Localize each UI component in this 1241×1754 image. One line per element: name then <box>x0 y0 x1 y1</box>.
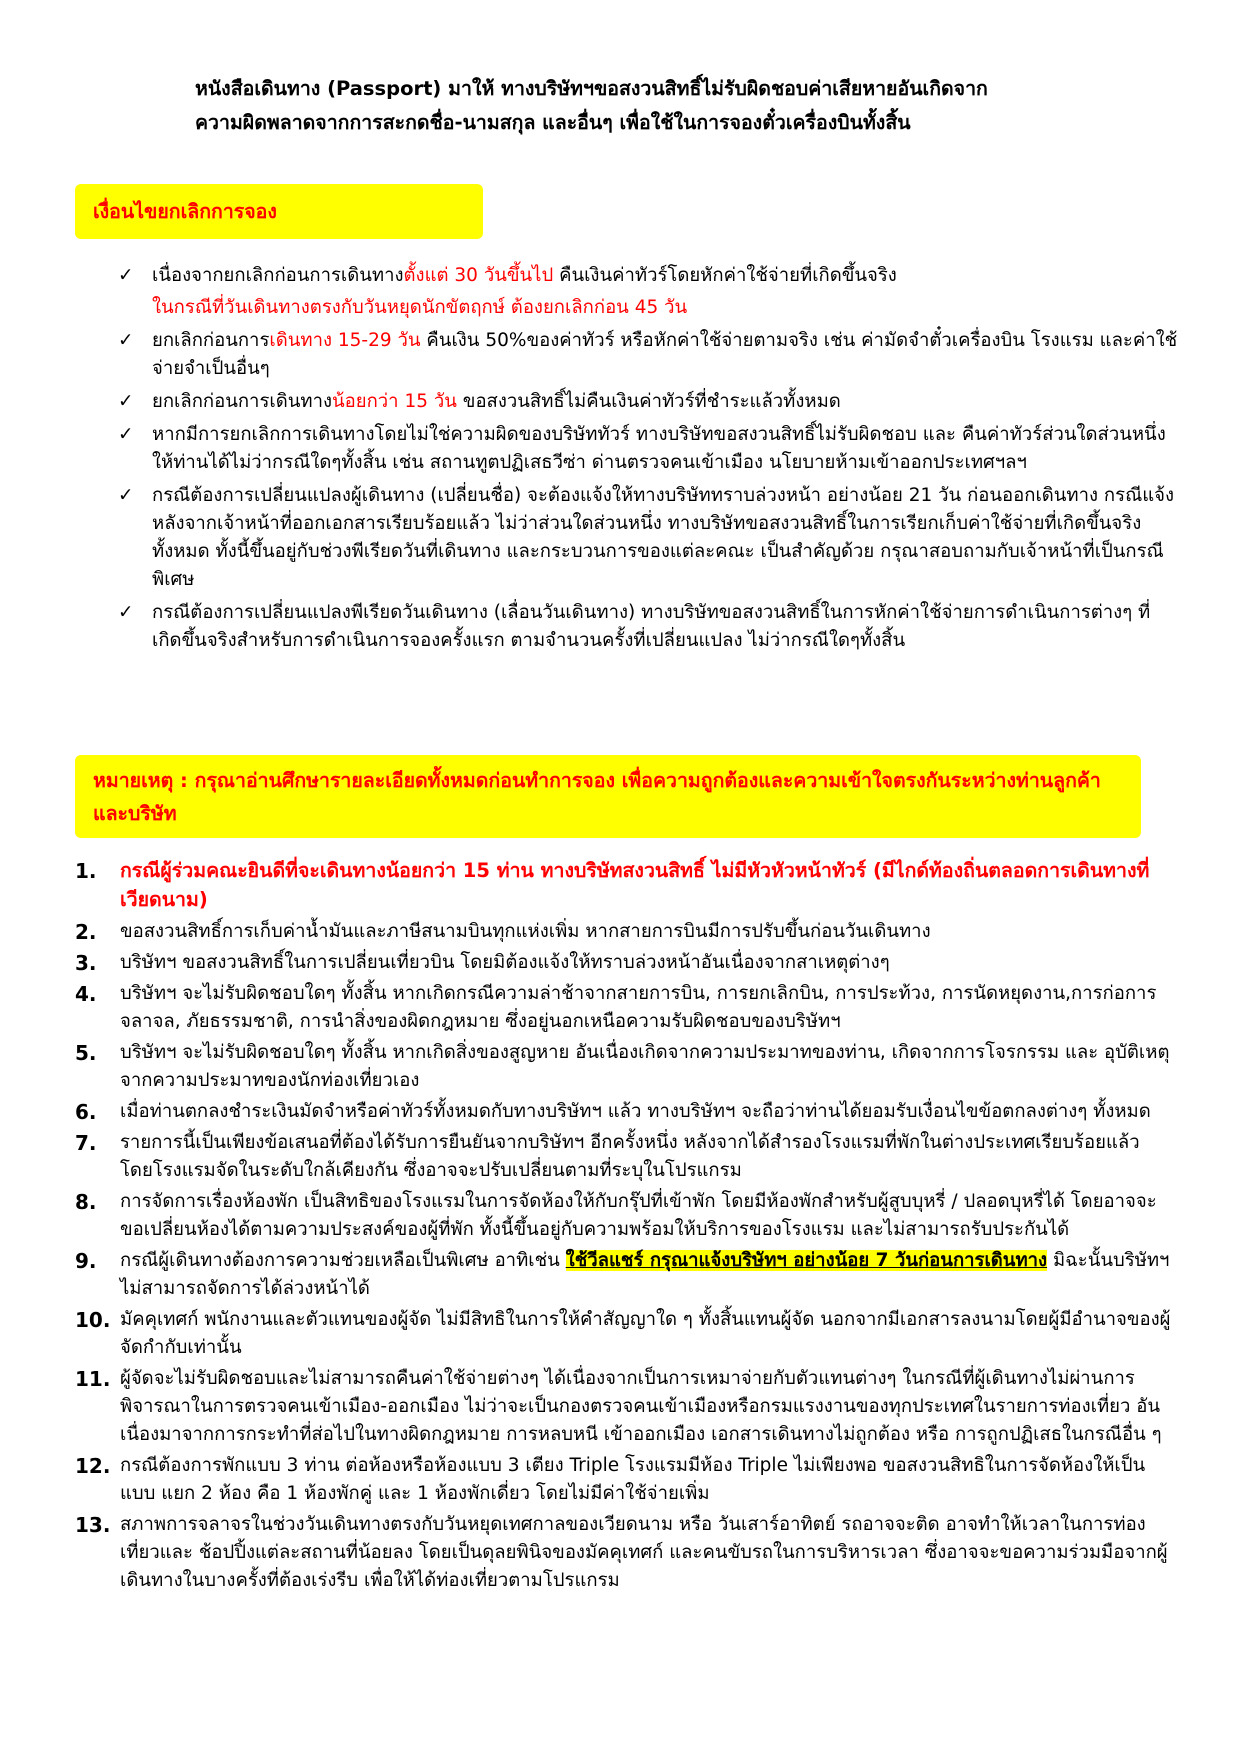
note-text-main: ผู้จัดจะไม่รับผิดชอบและไม่สามารถคืนค่าใช้จ่ายต่างๆ ได้เนื่องจากเป็นการเหมาจ่ายกับตัวแทนต่างๆ ในกรณีที่ผู้เดินทางไม่ผ่านการพิจารณาในการตรวจคนเข้าเมือง-ออกเมือง ไม่ว่าจะเป็นกองตรวจคนเข้าเมืองหรือกรมแรงงานของทุกประเทศในรายการท่องเที่ยว อันเนื่องมาจากการกระทำที่ส่อไปในทางผิดกฎหมาย การหลบหนี เข้าออกเมือง เอกสารเดินทางไม่ถูกต้อง หรือ การถูกปฏิเสธในกรณีอื่น ๆ <box>120 1368 1162 1445</box>
note-text <box>120 1042 1169 1091</box>
note-text-main: การจัดการเรื่องห้องพัก เป็นสิทธิของโรงแรมในการจัดห้องให้กับกรุ๊ปที่เข้าพัก โดยมีห้องพักสำหรับผู้สูบบุหรี่ / ปลอดบุหรี่ได้ โดยอาจจะขอเปลี่ยนห้องได้ตามความประสงค์ของผู้ที่พัก ทั้งนี้ขึ้นอยู่กับความพร้อมให้บริการของโรงแรม และไม่สามารถรับประกันได้ <box>120 1191 1157 1240</box>
note-number: 10. <box>75 1308 111 1332</box>
note-number: 9. <box>75 1249 97 1273</box>
note-number: 8. <box>75 1190 97 1214</box>
note-item <box>75 1306 1175 1362</box>
checkmark-icon: ✓ <box>118 602 134 623</box>
condition-text: ยกเลิกก่อนการ <box>152 330 270 351</box>
intro-line-1: หนังสือเดินทาง (Passport) มาให้ ทางบริษัทฯขอสงวนสิทธิ์ไม่รับผิดชอบค่าเสียหายอันเกิดจาก <box>195 77 988 100</box>
cancel-condition-item <box>118 482 1178 594</box>
cancel-conditions-list <box>118 262 1178 660</box>
note-text-main: สภาพการจลาจรในช่วงวันเดินทางตรงกับวันหยุดเทศกาลของเวียดนาม หรือ วันเสาร์อาทิตย์ รถอาจจะติด อาจทำให้เวลาในการท่องเที่ยวและ ช้อปปิ้งแต่ละสถานที่น้อยลง โดยเป็นดุลยพินิจของมัคคุเทศก์ และคนขับรถในการบริหารเวลา ซึ่งอาจจะขอความร่วมมือจากผู้เดินทางในบางครั้งที่ต้องเร่งรีบ เพื่อให้ได้ท่องเที่ยวตามโปรแกรม <box>120 1514 1168 1591</box>
condition-highlight: น้อยกว่า 15 วัน <box>332 391 457 412</box>
note-text <box>120 1309 1171 1358</box>
note-item <box>75 1511 1175 1595</box>
note-text <box>120 1191 1157 1240</box>
note-item <box>75 1188 1175 1244</box>
note-item <box>75 1365 1175 1449</box>
note-number: 5. <box>75 1041 97 1065</box>
note-number: 2. <box>75 920 97 944</box>
condition-text-rest: ขอสงวนสิทธิ์ไม่คืนเงินค่าทัวร์ที่ชำระแล้วทั้งหมด <box>456 391 841 412</box>
condition-highlight: ตั้งแต่ 30 วันขึ้นไป <box>403 265 554 286</box>
note-text-main: เมื่อท่านตกลงชำระเงินมัดจำหรือค่าทัวร์ทั้งหมดกับทางบริษัทฯ แล้ว ทางบริษัทฯ จะถือว่าท่านได้ยอมรับเงื่อนไขข้อตกลงต่างๆ ทั้งหมด <box>120 1101 1151 1122</box>
note-number: 13. <box>75 1513 111 1537</box>
note-text-main: บริษัทฯ จะไม่รับผิดชอบใดๆ ทั้งสิ้น หากเกิดกรณีความล่าช้าจากสายการบิน, การยกเลิกบิน, การประท้วง, การนัดหยุดงาน,การก่อการจลาจล, ภัยธรรมชาติ, การนำสิ่งของผิดกฎหมาย ซึ่งอยู่นอกเหนือความรับผิดชอบของบริษัทฯ <box>120 983 1157 1032</box>
note-item <box>75 918 1175 946</box>
note-text-main: รายการนี้เป็นเพียงข้อเสนอที่ต้องได้รับการยืนยันจากบริษัทฯ อีกครั้งหนึ่ง หลังจากได้สำรองโรงแรมที่พักในต่างประเทศเรียบร้อยแล้ว โดยโรงแรมจัดในระดับใกล้เคียงกัน ซึ่งอาจจะปรับเปลี่ยนตามที่ระบุในโปรแกรม <box>120 1132 1140 1181</box>
condition-text: กรณีต้องการเปลี่ยนแปลงผู้เดินทาง (เปลี่ยนชื่อ) จะต้องแจ้งให้ทางบริษัททราบล่วงหน้า อย่างน้อย 21 วัน ก่อนออกเดินทาง กรณีแจ้งหลังจากเจ้าหน้าที่ออกเอกสารเรียบร้อยแล้ว ไม่ว่าส่วนใดส่วนหนึ่ง ทางบริษัทขอสงวนสิทธิ์ในการเรียกเก็บค่าใช้จ่ายที่เกิดขึ้นจริงทั้งหมด ทั้งนี้ขึ้นอยู่กับช่วงพีเรียดวันที่เดินทาง และกระบวนการของแต่ละคณะ เป็นสำคัญด้วย กรุณาสอบถามกับเจ้าหน้าที่เป็นกรณีพิเศษ <box>152 485 1175 590</box>
note-number: 1. <box>75 859 97 883</box>
condition-text-rest: คืนเงิน 50%ของค่าทัวร์ หรือหักค่าใช้จ่ายตามจริง เช่น ค่ามัดจำตั๋วเครื่องบิน โรงแรม และค่าใช้จ่ายจำเป็นอื่นๆ <box>152 330 1178 379</box>
note-text-main: กรณีผู้ร่วมคณะยินดีที่จะเดินทางน้อยกว่า 15 ท่าน ทางบริษัทสงวนสิทธิ์ ไม่มีหัวหัวหน้าทัวร์ (มีไกด์ท้องถิ่นตลอดการเดินทางที่เวียดนาม) <box>120 859 1150 911</box>
note-text <box>120 983 1156 1032</box>
note-text <box>120 1514 1168 1591</box>
condition-text: ยกเลิกก่อนการเดินทาง <box>152 391 332 412</box>
note-number: 7. <box>75 1131 97 1155</box>
note-text <box>120 1101 1151 1122</box>
condition-red-note: ในกรณีที่วันเดินทางตรงกับวันหยุดนักขัตฤกษ์ ต้องยกเลิกก่อน 45 วัน <box>152 297 688 318</box>
cancel-condition-item <box>118 388 1178 416</box>
cancel-condition-item <box>118 262 1178 322</box>
note-text-main: บริษัทฯ จะไม่รับผิดชอบใดๆ ทั้งสิ้น หากเกิดสิ่งของสูญหาย อันเนื่องเกิดจากความประมาทของท่าน, เกิดจากการโจรกรรม และ อุบัติเหตุจากความประมาทของนักท่องเที่ยวเอง <box>120 1042 1170 1091</box>
condition-highlight: เดินทาง 15-29 วัน <box>269 330 421 351</box>
notes-list <box>75 857 1175 1598</box>
note-item <box>75 1098 1175 1126</box>
note-text-main: กรณีต้องการพักแบบ 3 ท่าน ต่อห้องหรือห้องแบบ 3 เตียง Triple โรงแรมมีห้อง Triple ไม่เพียงพอ ขอสงวนสิทธิในการจัดห้องให้เป็นแบบ แยก 2 ห้อง คือ 1 ห้องพักคู่ และ 1 ห้องพักเดี่ยว โดยไม่มีค่าใช้จ่ายเพิ่ม <box>120 1455 1146 1504</box>
note-number: 6. <box>75 1100 97 1124</box>
note-number: 12. <box>75 1454 111 1478</box>
condition-text-rest: คืนเงินค่าทัวร์โดยหักค่าใช้จ่ายที่เกิดขึ้นจริง <box>553 265 897 286</box>
note-item <box>75 1039 1175 1095</box>
note-text-main: กรณีผู้เดินทางต้องการความช่วยเหลือเป็นพิเศษ อาทิเช่น <box>120 1250 566 1271</box>
note-text-main: ขอสงวนสิทธิ์การเก็บค่าน้ำมันและภาษีสนามบินทุกแห่งเพิ่ม หากสายการบินมีการปรับขึ้นก่อนวันเดินทาง <box>120 921 931 942</box>
condition-text: เนื่องจากยกเลิกก่อนการเดินทาง <box>152 265 404 286</box>
note-number: 3. <box>75 951 97 975</box>
note-item <box>75 1452 1175 1508</box>
condition-text: หากมีการยกเลิกการเดินทางโดยไม่ใช่ความผิดของบริษัททัวร์ ทางบริษัทขอสงวนสิทธิ์ไม่รับผิดชอบ และ คืนค่าทัวร์ส่วนใดส่วนหนึ่งให้ท่านได้ไม่ว่ากรณีใดๆทั้งสิ้น เช่น สถานทูตปฏิเสธวีซ่า ด่านตรวจคนเข้าเมือง นโยบายห้ามเข้าออกประเทศฯลฯ <box>152 424 1166 473</box>
note-text <box>120 1455 1145 1504</box>
note-text-main: บริษัทฯ ขอสงวนสิทธิ์ในการเปลี่ยนเที่ยวบิน โดยมิต้องแจ้งให้ทราบล่วงหน้าอันเนื่องจากสาเหตุต่างๆ <box>120 952 890 973</box>
checkmark-icon: ✓ <box>118 265 134 286</box>
note-item <box>75 1247 1175 1303</box>
note-text-main: มัคคุเทศก์ พนักงานและตัวแทนของผู้จัด ไม่มีสิทธิในการให้คำสัญญาใด ๆ ทั้งสิ้นแทนผู้จัด นอกจากมีเอกสารลงนามโดยผู้มีอำนาจของผู้จัดกำกับเท่านั้น <box>120 1309 1171 1358</box>
note-number: 11. <box>75 1367 111 1391</box>
note-number: 4. <box>75 982 97 1006</box>
condition-text: กรณีต้องการเปลี่ยนแปลงพีเรียดวันเดินทาง (เลื่อนวันเดินทาง) ทางบริษัทขอสงวนสิทธิ์ในการหักค่าใช้จ่ายการดำเนินการต่างๆ ที่เกิดขึ้นจริงสำหรับการดำเนินการจองครั้งแรก ตามจำนวนครั้งที่เปลี่ยนแปลง ไม่ว่ากรณีใดๆทั้งสิ้น <box>152 602 1151 651</box>
note-text <box>120 921 931 942</box>
note-banner: หมายเหตุ : กรุณาอ่านศึกษารายละเอียดทั้งหมดก่อนทำการจอง เพื่อความถูกต้องและความเข้าใจตรงกันระหว่างท่านลูกค้าและบริษัท <box>75 755 1141 838</box>
note-text <box>120 859 1149 911</box>
checkmark-icon: ✓ <box>118 330 134 351</box>
note-item <box>75 980 1175 1036</box>
checkmark-icon: ✓ <box>118 391 134 412</box>
note-highlight: ใช้วีลแชร์ กรุณาแจ้งบริษัทฯ อย่างน้อย 7 วันก่อนการเดินทาง <box>565 1250 1048 1271</box>
note-text <box>120 1250 1169 1299</box>
note-item <box>75 1129 1175 1185</box>
note-item <box>75 857 1175 915</box>
note-text <box>120 1132 1140 1181</box>
note-item <box>75 949 1175 977</box>
checkmark-icon: ✓ <box>118 485 134 506</box>
checkmark-icon: ✓ <box>118 424 134 445</box>
note-text <box>120 952 890 973</box>
cancel-section-title: เงื่อนไขยกเลิกการจอง <box>75 184 483 239</box>
intro-paragraph <box>195 72 1185 140</box>
note-text <box>120 1368 1162 1445</box>
intro-line-2: ความผิดพลาดจากการสะกดชื่อ-นามสกุล และอื่นๆ เพื่อใช้ในการจองตั๋วเครื่องบินทั้งสิ้น <box>195 111 911 134</box>
note-text-rest: มิฉะนั้นบริษัทฯไม่สามารถจัดการได้ล่วงหน้าได้ <box>120 1250 1170 1299</box>
cancel-condition-item <box>118 421 1178 477</box>
cancel-condition-item <box>118 599 1178 655</box>
cancel-condition-item <box>118 327 1178 383</box>
